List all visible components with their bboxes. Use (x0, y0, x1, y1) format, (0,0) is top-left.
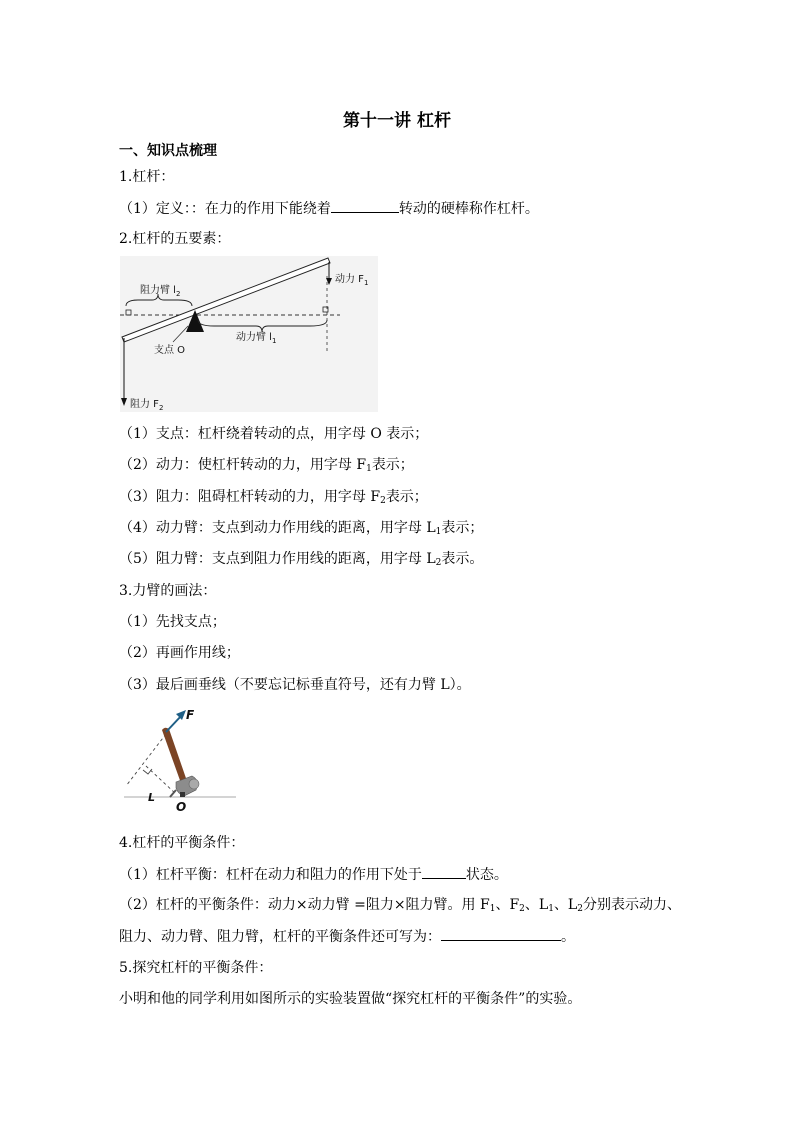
arm1-label: 动力臂 $l_1$ (236, 332, 277, 345)
experiment-heading: 5.探究杠杆的平衡条件： (119, 960, 273, 976)
lever-arm-label: L (148, 791, 156, 804)
element-item-2: （2）动力：使杠杆转动的力，用字母 $F_1$表示； (119, 457, 414, 474)
nail (180, 792, 185, 797)
force-action-line (126, 734, 166, 786)
hammer-face (189, 779, 199, 789)
answer-blank[interactable] (422, 864, 466, 879)
lever-heading: 1.杠杆： (119, 169, 175, 185)
answer-blank[interactable] (441, 926, 561, 941)
element-item-1: （1）支点：杠杆绕着转动的点，用字母 O 表示； (119, 426, 429, 442)
definition-tail: 转动的硬棒称作杠杆。 (398, 201, 539, 217)
element-item-4: （4）动力臂：支点到动力作用线的距离，用字母 $L_1$表示； (119, 520, 484, 537)
lever-definition (119, 198, 539, 219)
drawing-step-1: （1）先找支点； (119, 614, 226, 630)
balance-item-2: （2）杠杆的平衡条件：动力×动力臂 =阻力×阻力臂。用 $F_1$、$F_2$、$L_1$、$L_2$分别表示动力、 (119, 897, 681, 914)
pivot-label-o: O (176, 800, 187, 814)
drawing-method-heading: 3.力臂的画法： (119, 583, 217, 599)
f2-label: 阻力 $F_2$ (130, 399, 164, 412)
force-label: F (186, 708, 195, 722)
balance-item-1: （1）杠杆平衡：杠杆在动力和阻力的作用下处于 状态。 (119, 864, 508, 885)
five-elements-heading: 2.杠杆的五要素： (119, 231, 231, 247)
arm2-label: 阻力臂 $l_2$ (140, 285, 181, 298)
pivot-label: 支点 O (154, 345, 186, 356)
f1-label: 动力 $F_1$ (335, 274, 369, 287)
element-item-5: （5）阻力臂：支点到阻力作用线的距离，用字母 $L_2$表示。 (119, 551, 484, 568)
section-heading: 一、知识点梳理 (119, 143, 217, 159)
hammer-handle (162, 728, 188, 787)
drawing-step-2: （2）再画作用线； (119, 645, 240, 661)
right-angle-mark (143, 769, 152, 774)
balance-heading: 4.杠杆的平衡条件： (119, 835, 245, 851)
experiment-text: 小明和他的同学利用如图所示的实验装置做“探究杠杆的平衡条件”的实验。 (119, 991, 582, 1007)
lever-elements-figure (118, 254, 380, 414)
element-item-3: （3）阻力：阻碍杠杆转动的力，用字母 $F_2$表示； (119, 489, 428, 506)
drawing-step-3: （3）最后画垂线（不要忘记标垂直符号，还有力臂 L）。 (119, 677, 471, 693)
definition-text: （1）定义：：在力的作用下能绕着 (119, 201, 331, 217)
answer-blank[interactable] (331, 198, 399, 213)
balance-item-2-cont: 阻力、动力臂、阻力臂，杠杆的平衡条件还可写为： 。 (119, 926, 575, 947)
hammer-figure (118, 704, 240, 816)
page-title: 第十一讲 杠杆 (343, 111, 451, 131)
